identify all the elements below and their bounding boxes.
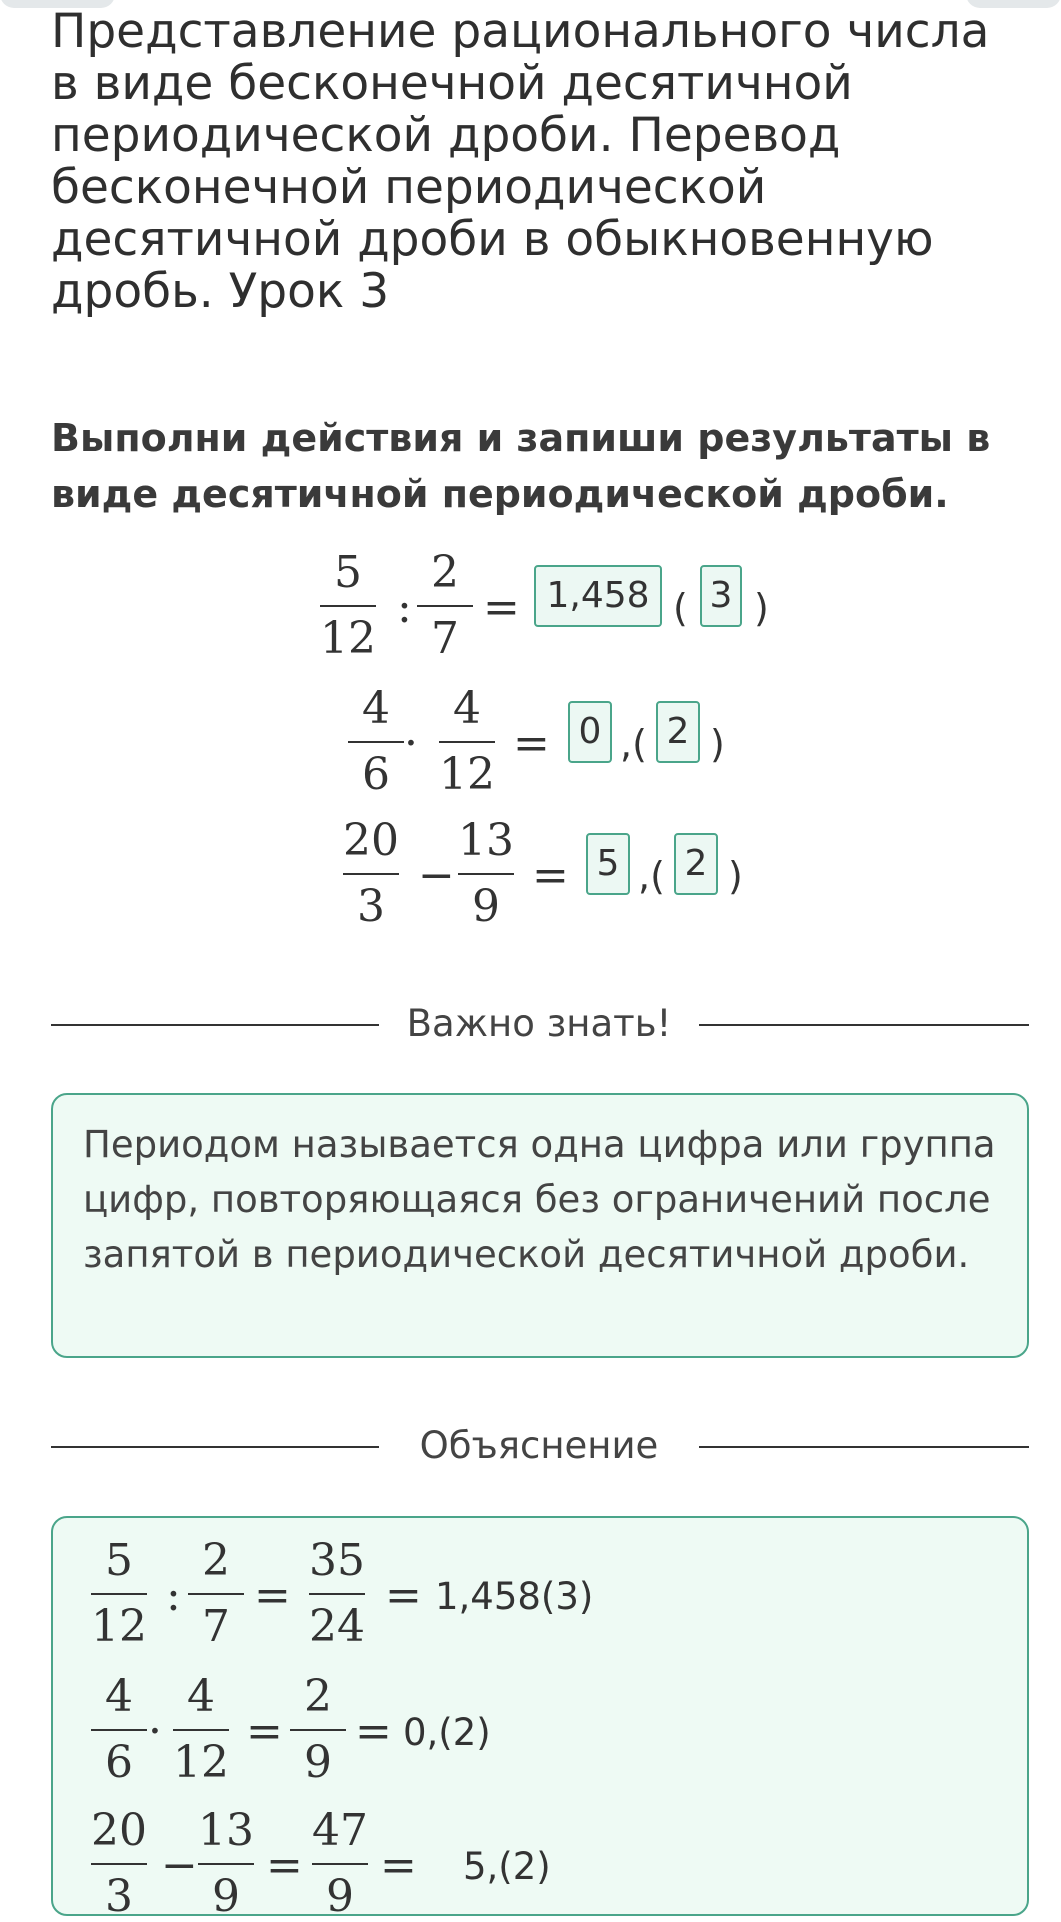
denominator: 3 <box>357 881 385 932</box>
equals-sign: = <box>355 1706 392 1757</box>
open-paren: ,( <box>638 854 665 898</box>
explanation-result: 1,458(3) <box>435 1575 594 1618</box>
open-paren: ,( <box>620 722 647 766</box>
denominator: 9 <box>472 881 500 932</box>
numerator: 2 <box>202 1535 230 1586</box>
denominator: 6 <box>105 1737 133 1788</box>
fraction-bar <box>188 1593 244 1595</box>
important-heading: Важно знать! <box>406 1002 672 1045</box>
fraction-bar <box>312 1863 368 1865</box>
equals-sign: = <box>266 1840 303 1891</box>
divider-line <box>699 1024 1029 1026</box>
numerator: 2 <box>304 1671 332 1722</box>
divider-line <box>699 1446 1029 1448</box>
fraction-bar <box>348 741 404 743</box>
operator: − <box>161 1840 198 1891</box>
divider-line <box>51 1024 379 1026</box>
numerator: 20 <box>91 1805 147 1856</box>
equals-sign: = <box>385 1570 422 1621</box>
fraction-bar <box>290 1729 346 1731</box>
explanation-heading: Объяснение <box>419 1424 659 1467</box>
denominator: 7 <box>431 613 459 664</box>
fraction-bar <box>320 605 376 607</box>
fraction-bar <box>458 873 514 875</box>
numerator: 5 <box>334 547 362 598</box>
answer-input[interactable]: 0 <box>568 701 612 763</box>
numerator: 4 <box>187 1671 215 1722</box>
numerator: 2 <box>431 547 459 598</box>
fraction-bar <box>343 873 399 875</box>
numerator: 4 <box>105 1671 133 1722</box>
fraction-bar <box>198 1863 254 1865</box>
fraction-bar <box>91 1729 147 1731</box>
numerator: 20 <box>343 815 399 866</box>
operator: : <box>166 1570 181 1621</box>
important-info-box <box>51 1093 1029 1358</box>
equals-sign: = <box>513 718 550 769</box>
numerator: 13 <box>198 1805 254 1856</box>
operator: : <box>397 582 412 633</box>
period-input[interactable]: 3 <box>700 565 742 627</box>
numerator: 35 <box>309 1535 365 1586</box>
close-paren: ) <box>710 722 725 766</box>
open-paren: ( <box>673 586 688 630</box>
fraction-bar <box>439 741 495 743</box>
numerator: 13 <box>458 815 514 866</box>
operator: − <box>418 850 455 901</box>
important-text: Периодом называется одна цифра или группа цифр, повторяющаяся без ограничений после запятой в периодической десятичной дроби. <box>83 1123 996 1276</box>
denominator: 9 <box>326 1871 354 1922</box>
numerator: 4 <box>362 683 390 734</box>
divider-line <box>51 1446 379 1448</box>
equals-sign: = <box>532 850 569 901</box>
period-input[interactable]: 2 <box>656 701 700 763</box>
close-paren: ) <box>754 586 769 630</box>
period-input[interactable]: 2 <box>674 833 718 895</box>
denominator: 9 <box>304 1737 332 1788</box>
denominator: 24 <box>309 1601 365 1652</box>
numerator: 47 <box>312 1805 368 1856</box>
fraction-bar <box>417 605 473 607</box>
denominator: 7 <box>202 1601 230 1652</box>
numerator: 4 <box>453 683 481 734</box>
equals-sign: = <box>380 1840 417 1891</box>
equals-sign: = <box>483 582 520 633</box>
explanation-box <box>51 1516 1029 1922</box>
close-paren: ) <box>728 854 743 898</box>
operator: · <box>148 1706 162 1757</box>
denominator: 3 <box>105 1871 133 1922</box>
explanation-result: 5,(2) <box>463 1845 551 1888</box>
task-prompt: Выполни действия и запиши результаты в виде десятичной периодической дроби. <box>51 416 991 516</box>
denominator: 12 <box>173 1737 229 1788</box>
lesson-title: Представление рационального числа в виде бесконечной десятичной периодической дроби. Перевод бесконечной периодической десятичной дроби в обыкновенную дробь. Урок 3 <box>51 4 990 319</box>
equals-sign: = <box>246 1706 283 1757</box>
answer-input[interactable]: 5 <box>586 833 630 895</box>
numerator: 5 <box>105 1535 133 1586</box>
denominator: 9 <box>212 1871 240 1922</box>
fraction-bar <box>91 1863 147 1865</box>
equals-sign: = <box>254 1570 291 1621</box>
operator: · <box>404 718 418 769</box>
fraction-bar <box>309 1593 365 1595</box>
answer-input[interactable]: 1,458 <box>534 565 662 627</box>
denominator: 12 <box>320 613 376 664</box>
denominator: 12 <box>439 749 495 800</box>
denominator: 6 <box>362 749 390 800</box>
explanation-result: 0,(2) <box>403 1711 491 1754</box>
fraction-bar <box>173 1729 229 1731</box>
fraction-bar <box>91 1593 147 1595</box>
denominator: 12 <box>91 1601 147 1652</box>
